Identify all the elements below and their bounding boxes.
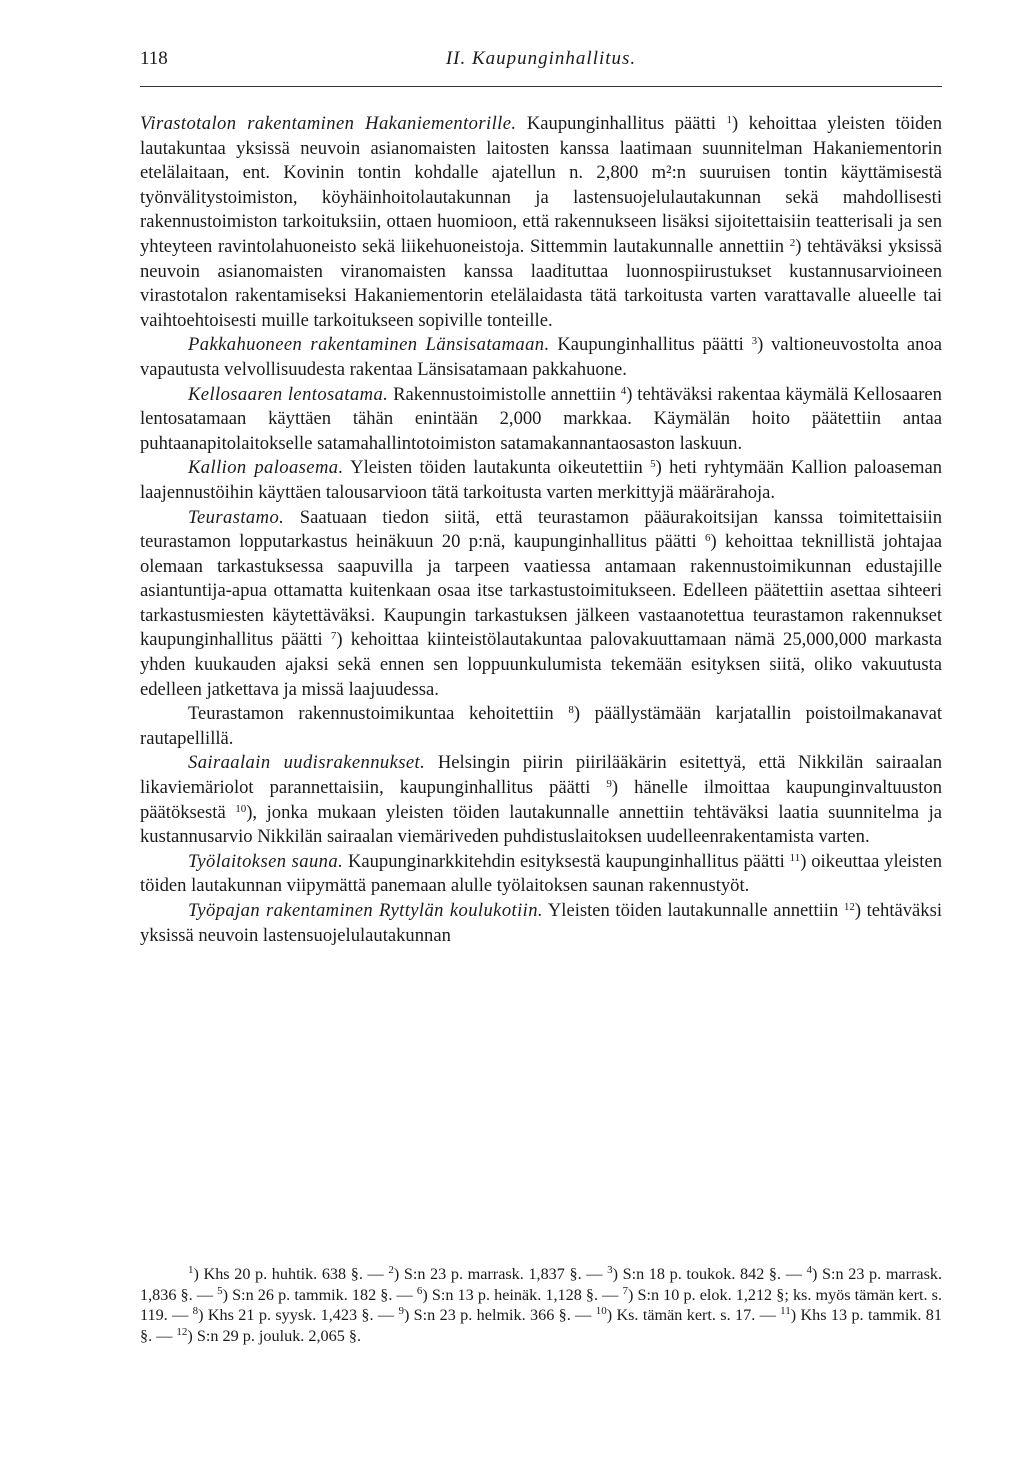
paragraph-text: Yleisten töiden lautakunta oikeutettiin: [343, 457, 651, 479]
footnote-marker: 1: [188, 1264, 194, 1276]
footnote-ref: 1: [726, 114, 732, 126]
footnote-paragraph: [140, 1264, 942, 1346]
footnote-text: ) S:n 23 p. helmik. 366 §. —: [403, 1306, 596, 1325]
section-paragraph: [140, 751, 942, 849]
footnote-ref: 10: [235, 802, 247, 815]
section-heading: Työlaitoksen sauna.: [188, 850, 344, 872]
footnote-marker: 7: [622, 1284, 628, 1297]
footnote-text: ) S:n 23 p. marrask. 1,836 §. —: [140, 1265, 943, 1304]
section-heading: Virastotalon rakentaminen Hakaniementorille.: [140, 113, 517, 134]
section-paragraph: [140, 850, 942, 899]
paragraph-text: ) tehtäväksi yksissä neuvoin lastensuojelulautakunnan: [140, 900, 942, 946]
footnote-text: ) Khs 20 p. huhtik. 638 §. —: [193, 1265, 389, 1283]
footnote-text: ) S:n 18 p. toukok. 842 §. —: [612, 1265, 807, 1283]
section-paragraph: [140, 383, 942, 457]
paragraph-text: Kaupunginhallitus päätti: [549, 334, 752, 356]
paragraph-text: Teurastamon rakennustoimikuntaa kehoitettiin: [188, 703, 569, 725]
section-paragraph: [140, 702, 942, 751]
paragraph-text: Kaupunginhallitus päätti: [516, 113, 727, 134]
paragraph-text: ) hänelle ilmoittaa kaupunginvaltuuston päätöksestä: [140, 777, 942, 823]
footnote-ref: 2: [789, 236, 796, 249]
paragraph-text: ) oikeuttaa yleisten töiden lautakunnan viipymättä panemaan alulle työlaitoksen saunan rakennustyöt.: [140, 850, 942, 897]
footnote-ref: 3: [751, 335, 758, 348]
section-paragraph: [140, 456, 942, 505]
paragraph-text: ) päällystämään karjatallin poistoilmakanavat rautapellillä.: [140, 703, 942, 749]
section-heading: Teurastamo.: [188, 506, 285, 528]
footnote-text: ) S:n 23 p. marrask. 1,837 §. —: [393, 1265, 608, 1283]
paragraph-text: Helsingin piirin piirilääkärin esitettyä, että Nikkilän sairaalan likaviemäriolot parannettaisiin, kaupunginhallitus päätti: [140, 752, 942, 799]
running-title: II. Kaupunginhallitus.: [445, 48, 637, 69]
section-heading: Pakkahuoneen rakentaminen Länsisatamaan.: [188, 334, 550, 356]
footnote-text: ) S:n 26 p. tammik. 182 §. —: [222, 1285, 417, 1304]
footnote-marker: 4: [806, 1264, 813, 1276]
footnote-marker: 2: [388, 1264, 394, 1276]
footnote-ref: 7: [330, 630, 337, 643]
footnote-ref: 5: [650, 458, 656, 471]
section-paragraph: [140, 112, 942, 333]
footnote-marker: 5: [217, 1284, 223, 1297]
footnote-marker: 9: [398, 1305, 404, 1318]
paragraph-text: ) kehoittaa teknillistä johtajaa olemaan tarkastuksessa saapuvilla ja tarpeen vaatiessa antamaan rakennustoimikunnan edustajille asiantuntija-apua ottamatta kuitenkaan osaa itse tarkastustoimitukseen. Edelleen päätettiin asettaa sihteeri tarkastusmiesten käytettäväksi. Kaupungin tarkastuksen jälkeen vastaanotettua teurastamon rakennukset kaupunginhallitus päätti: [140, 531, 942, 651]
paragraph-text: ) tehtäväksi rakentaa käymälä Kellosaaren lentosatamaan käyttäen tähän enintään 2,000 markkaa. Käymälän hoito päätettiin antaa puhtaanapitolaitokselle satamahallintotoimiston satamakannantaosaston laskuun.: [140, 383, 942, 454]
paragraph-text: Kaupunginarkkitehdin esityksestä kaupunginhallitus päätti: [343, 850, 790, 872]
footnote-text: ) S:n 29 p. jouluk. 2,065 §.: [187, 1326, 361, 1345]
footnote-ref: 8: [568, 704, 574, 717]
section-paragraph: [140, 506, 942, 703]
paragraph-text: ), jonka mukaan yleisten töiden lautakunnalle annettiin tehtäväksi laatia suunnitelma ja kustannusarvio Nikkilän sairaalan viemäriveden puhdistuslaitoksen uudelleenrakentamista varten.: [140, 801, 942, 848]
paragraph-text: ) valtioneuvostolta anoa vapautusta velvollisuudesta rakentaa Länsisatamaan pakkahuone.: [140, 334, 943, 380]
footnote-marker: 12: [176, 1325, 188, 1338]
section-heading: Sairaalain uudisrakennukset.: [188, 752, 426, 774]
page-number: 118: [140, 48, 168, 69]
paragraph-text: Yleisten töiden lautakunnalle annettiin: [542, 900, 844, 921]
paragraph-text: Saatuaan tiedon siitä, että teurastamon pääurakoitsijan kanssa toimitettaisiin teurastamon lopputarkastus heinäkuun 20 p:nä, kaupunginhallitus päätti: [140, 506, 942, 553]
section-paragraph: [140, 899, 942, 948]
paragraph-text: Rakennustoimistolle annettiin: [388, 383, 621, 405]
section-heading: Kellosaaren lentosatama.: [188, 383, 389, 405]
section-heading: Kallion paloasema.: [188, 457, 344, 479]
footnote-text: ) Khs 13 p. tammik. 81 §. —: [140, 1306, 942, 1345]
footnote-marker: 11: [780, 1305, 791, 1318]
paragraph-text: ) tehtäväksi yksissä neuvoin asianomaisten viranomaisten kanssa laadituttaa luonnospiirustukset kustannusarvioineen virastotalon rakentamiseksi Hakaniementorin etelälaidasta tätä tarkoitusta varten varattavalle alueelle tai vaihtoehtoisesti muille tarkoitukseen sopiville tonteille.: [140, 235, 942, 331]
footnote-ref: 11: [789, 851, 801, 864]
footnote-marker: 6: [416, 1284, 423, 1297]
paragraph-text: ) heti ryhtymään Kallion paloaseman laajennustöihin käyttäen talousarvioon tätä tarkoitusta varten merkittyjä määrärahoja.: [140, 457, 942, 503]
footnote-ref: 9: [606, 778, 612, 791]
section-paragraph: [140, 333, 942, 382]
paragraph-text: ) kehoittaa kiinteistölautakuntaa palovakuuttamaan nämä 25,000,000 markasta yhden kuukauden ajaksi sekä ennen sen loppuunkulumista tekemään esityksen siitä, oliko vakuutusta edelleen jatkettava ja missä laajuudessa.: [140, 629, 942, 700]
footnote-text: ) Ks. tämän kert. s. 17. —: [606, 1306, 781, 1325]
footnotes: [140, 1264, 942, 1346]
footnote-marker: 8: [192, 1305, 199, 1318]
footnote-ref: 12: [843, 901, 855, 913]
footnote-text: ) S:n 13 p. heinäk. 1,128 §. —: [422, 1285, 623, 1304]
body-text: [140, 112, 942, 948]
footnote-ref: 4: [620, 384, 627, 397]
footnote-text: ) S:n 10 p. elok. 1,212 §; ks. myös tämän kert. s. 119. —: [140, 1285, 943, 1325]
footnote-marker: 10: [595, 1305, 607, 1318]
page-header: [140, 46, 942, 87]
paragraph-text: ) kehoittaa yleisten töiden lautakuntaa yksissä neuvoin asianomaisten laitosten kanssa laatimaan suunnitelman Hakaniementorin etelälaitaan, ent. Kovinin tontin kohdalle ajatellun n. 2,800 m²:n suuruisen tontin käyttämisestä työnvälitystoimiston, köyhäinhoitolautakunnan ja lastensuojelulautakunnan sekä mahdollisesti rakennustoimiston tarkoituksiin, ottaen huomioon, että rakennukseen lisäksi sijoitettaisiin teatterisali ja sen yhteyteen ravintolahuoneisto sekä liikehuoneistoja. Sittemmin lautakunnalle annettiin: [140, 113, 942, 257]
footnote-text: ) Khs 21 p. syysk. 1,423 §. —: [198, 1306, 399, 1325]
footnote-ref: 6: [704, 532, 711, 545]
section-heading: Työpajan rakentaminen Ryttylän koulukotiin.: [188, 900, 543, 921]
footnote-marker: 3: [607, 1264, 613, 1276]
